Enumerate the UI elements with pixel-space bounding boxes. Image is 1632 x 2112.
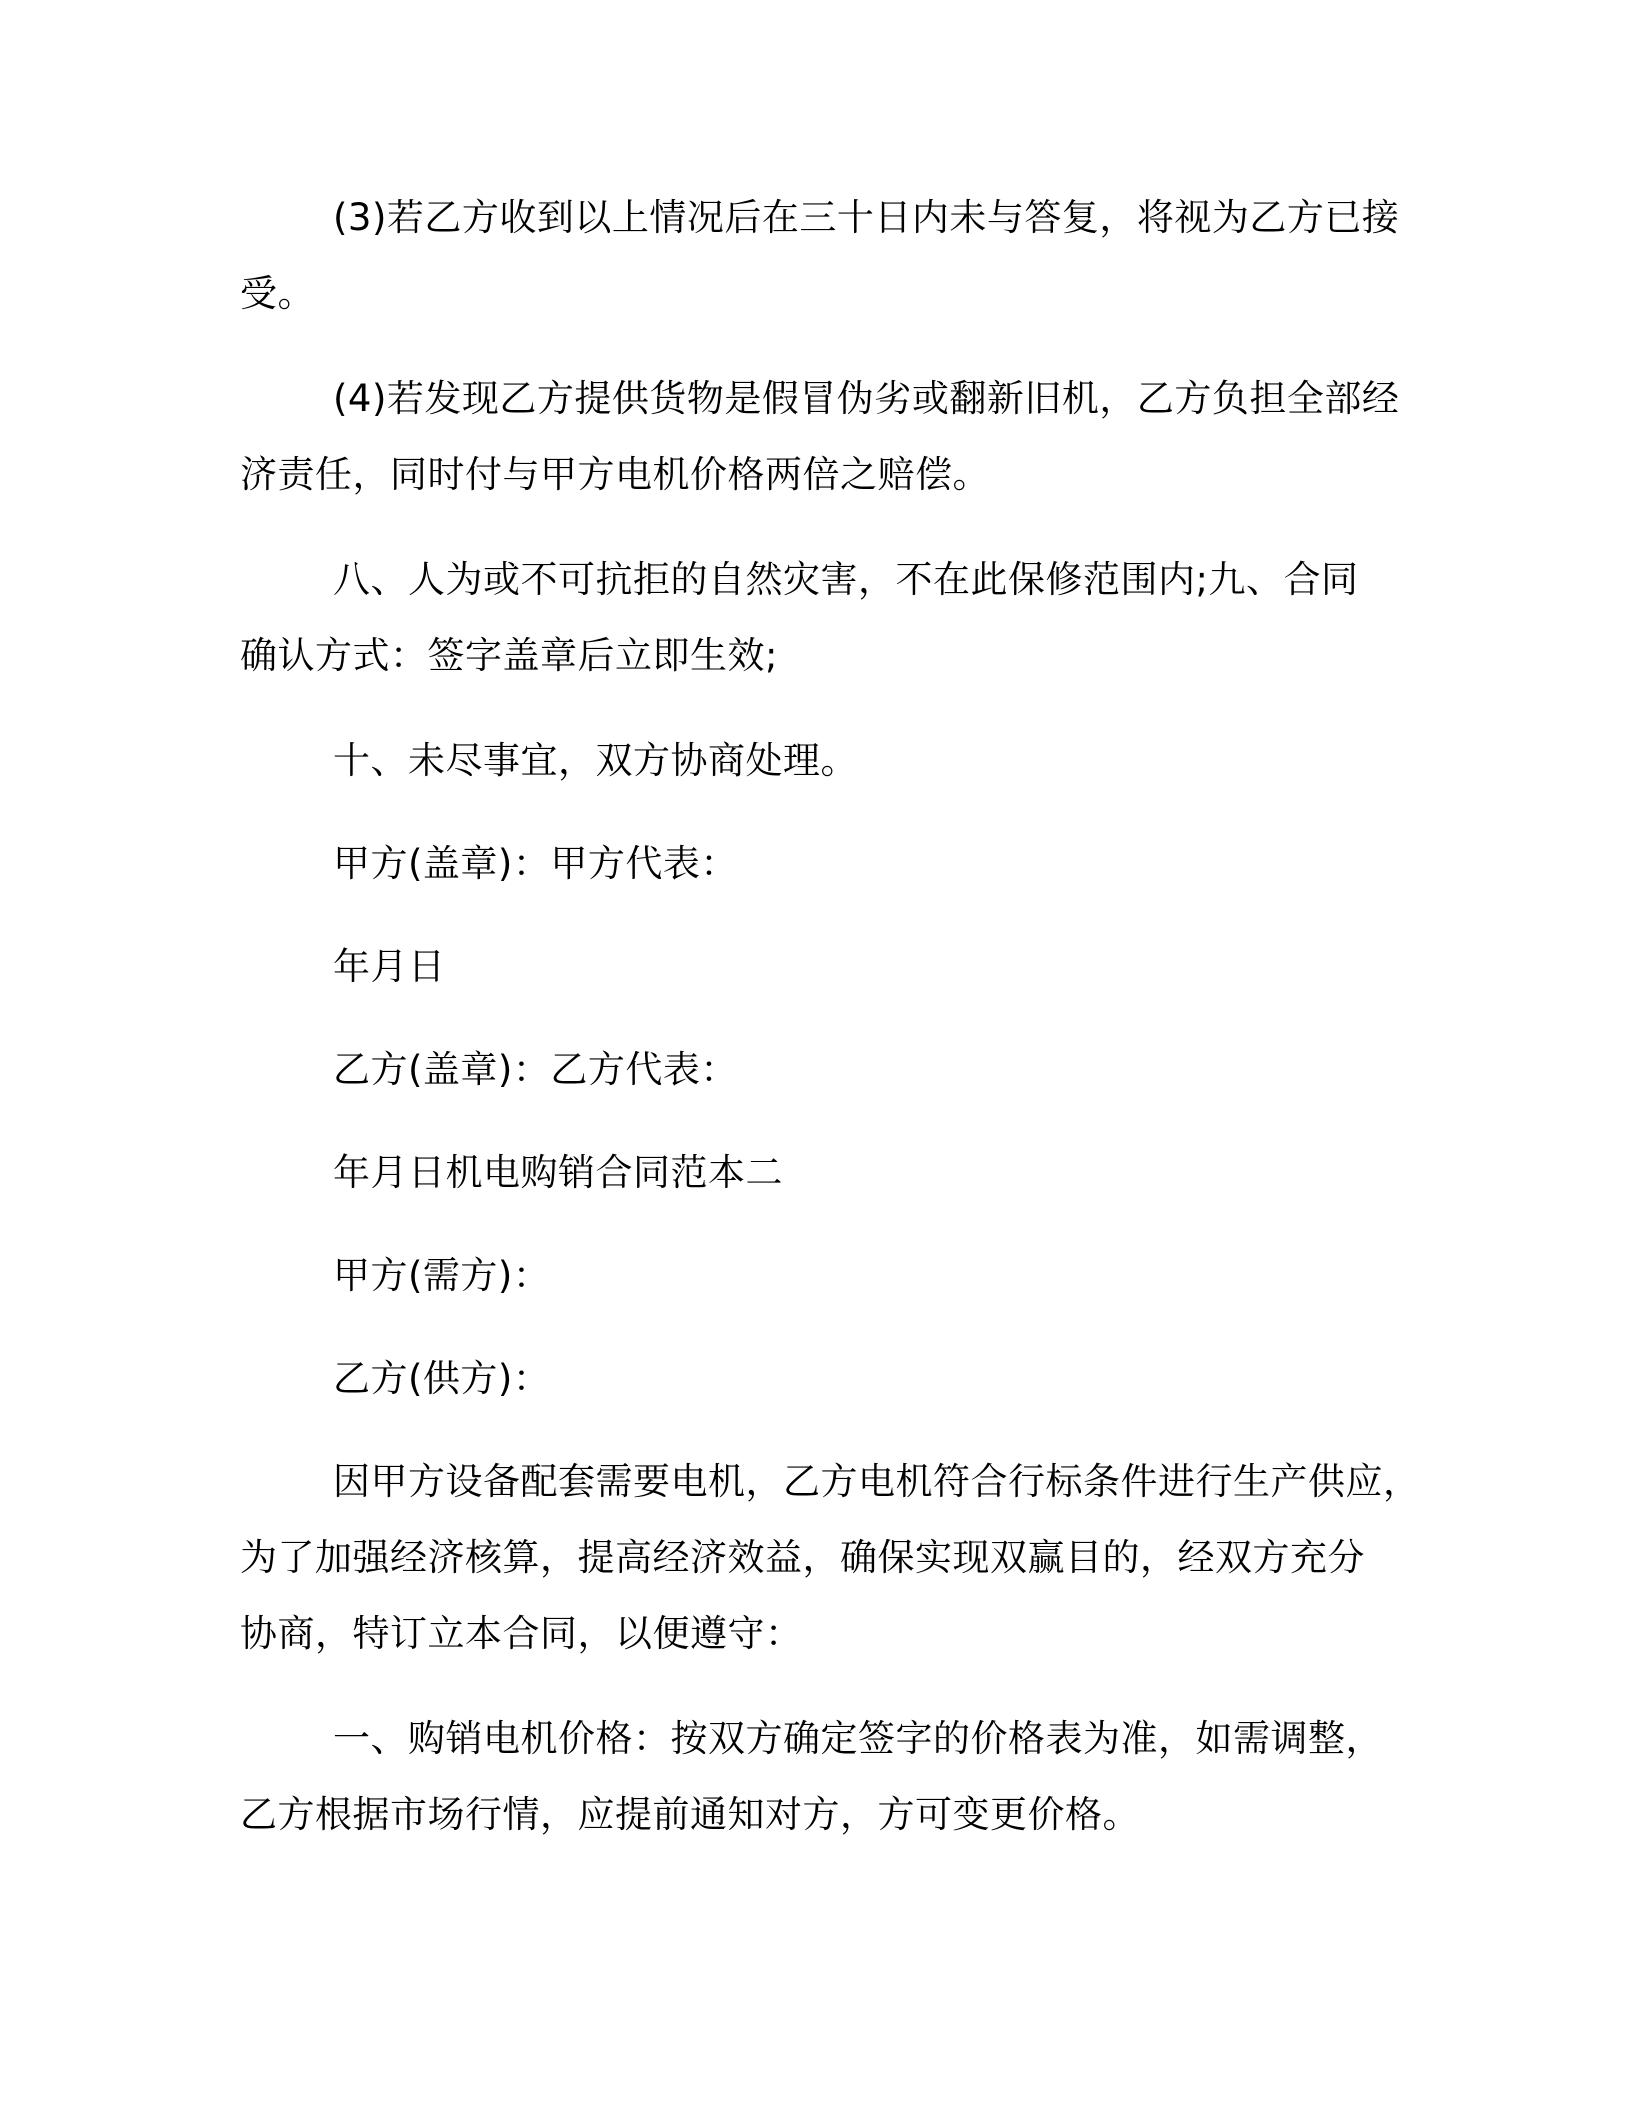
party-a-buyer: 甲方(需方)：	[333, 1254, 551, 1297]
clause-4-line-1: (4)若发现乙方提供货物是假冒伪劣或翻新旧机，乙方负担全部经	[333, 377, 1400, 420]
party-b-supplier: 乙方(供方)：	[333, 1357, 551, 1400]
clause-4-line-2: 济责任，同时付与甲方电机价格两倍之赔偿。	[240, 453, 990, 496]
date-and-template-title: 年月日机电购销合同范本二	[333, 1151, 783, 1194]
date-line-a: 年月日	[333, 945, 446, 988]
clause-8-line-1: 八、人为或不可抗拒的自然灾害，不在此保修范围内;九、合同	[333, 558, 1359, 601]
preamble-line-1: 因甲方设备配套需要电机，乙方电机符合行标条件进行生产供应，	[333, 1460, 1421, 1503]
clause-1-line-2: 乙方根据市场行情，应提前通知对方，方可变更价格。	[240, 1793, 1140, 1836]
clause-10: 十、未尽事宜，双方协商处理。	[333, 739, 858, 782]
clause-3-line-1: (3)若乙方收到以上情况后在三十日内未与答复，将视为乙方已接	[333, 196, 1400, 239]
clause-8-line-2: 确认方式：签字盖章后立即生效;	[240, 634, 778, 677]
preamble-line-2: 为了加强经济核算，提高经济效益，确保实现双赢目的，经双方充分	[240, 1536, 1365, 1579]
party-a-signature: 甲方(盖章)：甲方代表：	[333, 842, 738, 885]
clause-1-line-1: 一、购销电机价格：按双方确定签字的价格表为准，如需调整，	[333, 1717, 1383, 1760]
party-b-signature: 乙方(盖章)：乙方代表：	[333, 1048, 738, 1091]
preamble-line-3: 协商，特订立本合同，以便遵守：	[240, 1612, 803, 1655]
clause-3-line-2: 受。	[240, 272, 315, 315]
